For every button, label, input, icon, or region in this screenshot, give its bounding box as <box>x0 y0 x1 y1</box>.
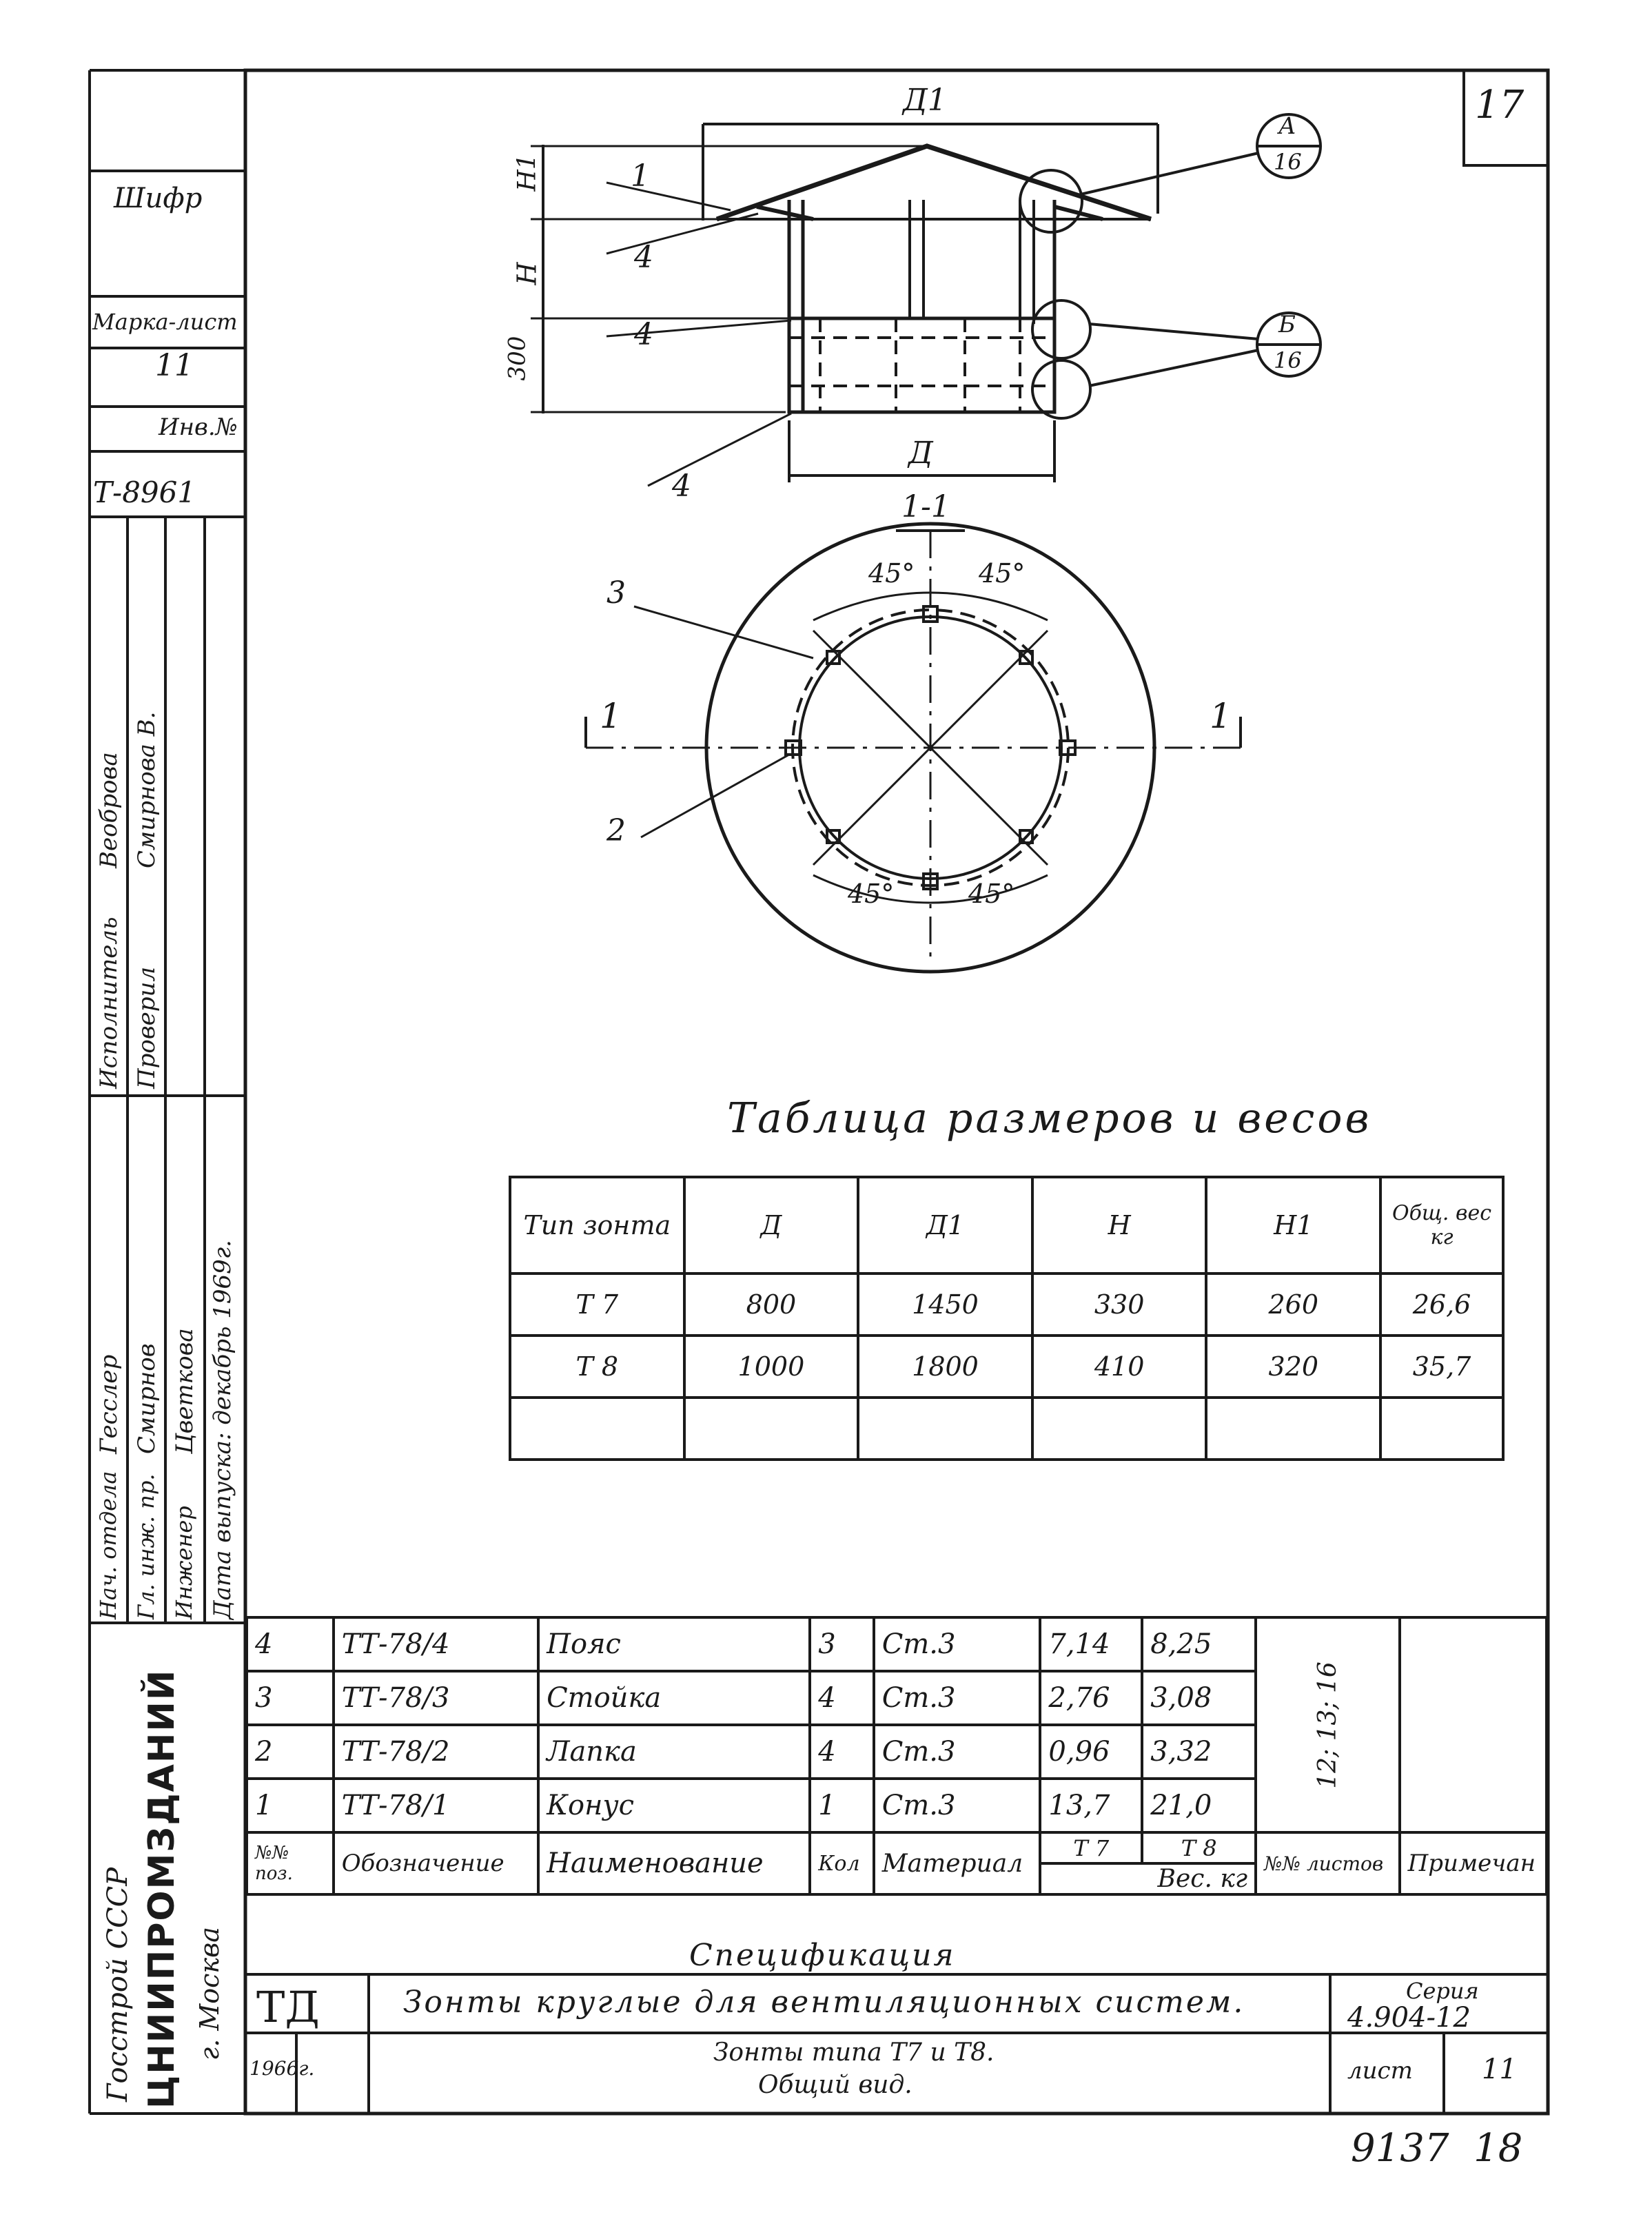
stamp-org-line1: Госстрой СССР <box>102 1867 134 2102</box>
spec-header-qty: Кол <box>810 1832 874 1894</box>
position-label-2: 2 <box>606 813 626 848</box>
section-mark-right: 1 <box>1210 696 1232 736</box>
spec-qty: 4 <box>810 1671 874 1725</box>
dims-cell: Т 8 <box>510 1336 684 1398</box>
stamp-date-line: Дата выпуска: декабрь 1969г. <box>209 1240 236 1619</box>
angle-label-bottom-left: 45° <box>848 879 895 909</box>
dims-table <box>509 1176 1505 1461</box>
stamp-role-head: Нач. отдела <box>95 1471 121 1619</box>
dims-header-h: Н <box>1032 1177 1207 1273</box>
title-block-series-value: 4.904-12 <box>1347 2002 1471 2034</box>
title-block-subtitle2: Общий вид. <box>758 2071 912 2099</box>
dims-header-weight: Общ. вес кг <box>1380 1177 1503 1273</box>
dims-header-h1: Н1 <box>1206 1177 1380 1273</box>
position-label-4c: 4 <box>672 469 691 504</box>
title-block-subtitle1: Зонты типа Т7 и Т8. <box>713 2038 995 2067</box>
angle-label-bottom-right: 45° <box>968 879 1015 909</box>
stamp-role-executor: Исполнитель <box>95 917 123 1089</box>
spec-sheets-ref: 12; 13; 16 <box>1313 1661 1342 1789</box>
spec-designation: ТТ-78/1 <box>334 1779 538 1832</box>
angle-label-top-left: 45° <box>868 558 915 589</box>
spec-designation: ТТ-78/2 <box>334 1725 538 1779</box>
spec-header-material: Материал <box>874 1832 1041 1894</box>
spec-weight-t8: 8,25 <box>1142 1617 1256 1671</box>
stamp-name-executor: Веоброва <box>95 752 123 868</box>
callout-b-bottom: 16 <box>1274 347 1302 374</box>
spec-weight-t8: 3,08 <box>1142 1671 1256 1725</box>
spec-header-t7: Т 7 <box>1040 1832 1142 1863</box>
spec-sheets <box>1256 1617 1400 1832</box>
title-block-sheet-label: лист <box>1347 2057 1413 2085</box>
footer-numbers: 9137 18 <box>1351 2126 1523 2171</box>
angle-label-top-right: 45° <box>979 558 1026 589</box>
dims-cell: 1000 <box>684 1336 859 1398</box>
stamp-name-chief: Смирнов <box>133 1343 161 1454</box>
stamp-inv-value: Т-8961 <box>93 475 196 509</box>
dims-table-title: Таблица размеров и весов <box>727 1094 1372 1143</box>
dims-cell: 260 <box>1206 1273 1380 1336</box>
spec-pos: 1 <box>247 1779 334 1832</box>
spec-weight-t7: 13,7 <box>1040 1779 1142 1832</box>
spec-weight-t7: 7,14 <box>1040 1617 1142 1671</box>
spec-material: Ст.3 <box>874 1779 1041 1832</box>
table-row <box>510 1336 1503 1398</box>
stamp-name-engineer: Цветкова <box>171 1328 198 1454</box>
spec-header-note: Примечан <box>1400 1832 1547 1894</box>
position-label-4a: 4 <box>634 240 653 275</box>
dims-cell <box>684 1398 859 1460</box>
table-row <box>510 1273 1503 1336</box>
dims-cell: 35,7 <box>1380 1336 1503 1398</box>
spec-material: Ст.3 <box>874 1617 1041 1671</box>
dims-cell <box>1380 1398 1503 1460</box>
section-mark-left: 1 <box>600 696 622 736</box>
dims-header-type: Тип зонта <box>510 1177 684 1273</box>
dim-h1-label: Н1 <box>513 154 542 192</box>
dim-d1-label: Д1 <box>903 83 947 118</box>
dims-cell: 26,6 <box>1380 1273 1503 1336</box>
dims-cell <box>510 1398 684 1460</box>
callout-a-bottom: 16 <box>1274 149 1302 175</box>
dims-cell: 320 <box>1206 1336 1380 1398</box>
stamp-inv-label: Инв.№ <box>159 413 238 441</box>
dim-300-label: 300 <box>503 336 531 381</box>
stamp-mark-label: Марка-лист <box>92 309 238 335</box>
title-block-logo: ТД <box>256 1982 320 2032</box>
title-block-series-label: Серия <box>1406 1978 1479 2004</box>
spec-name: Пояс <box>538 1617 810 1671</box>
stamp-role-engineer: Инженер <box>171 1506 197 1619</box>
spec-pos: 4 <box>247 1617 334 1671</box>
dims-cell: 330 <box>1032 1273 1207 1336</box>
stamp-name-checker: Смирнова В. <box>133 711 161 868</box>
stamp-role-chief: Гл. инж. пр. <box>133 1473 159 1619</box>
spec-header-row <box>247 1832 1547 1863</box>
spec-weight-t8: 21,0 <box>1142 1779 1256 1832</box>
table-row <box>247 1617 1547 1671</box>
spec-weight-t8: 3,32 <box>1142 1725 1256 1779</box>
stamp-role-checker: Проверил <box>133 966 161 1089</box>
position-label-3: 3 <box>606 575 626 611</box>
section-label: 1-1 <box>901 489 950 524</box>
dims-cell: Т 7 <box>510 1273 684 1336</box>
title-block-year: 1966г. <box>249 2057 315 2080</box>
title-block-title: Зонты круглые для вентиляционных систем. <box>403 1985 1245 2020</box>
spec-qty: 3 <box>810 1617 874 1671</box>
stamp-mark-value: 11 <box>155 348 194 383</box>
title-block-sheet-value: 11 <box>1482 2054 1517 2085</box>
spec-header-designation: Обозначение <box>334 1832 538 1894</box>
spec-header-pos: №№ поз. <box>247 1832 334 1894</box>
spec-pos: 2 <box>247 1725 334 1779</box>
spec-weight-t7: 2,76 <box>1040 1671 1142 1725</box>
callout-a-top: А <box>1278 112 1296 140</box>
spec-qty: 1 <box>810 1779 874 1832</box>
spec-header-name: Наименование <box>538 1832 810 1894</box>
table-row <box>510 1398 1503 1460</box>
spec-header-sheets: №№ листов <box>1256 1832 1400 1894</box>
position-label-1: 1 <box>631 158 650 194</box>
dims-header-d1: Д1 <box>858 1177 1032 1273</box>
dim-d-label: Д <box>908 436 933 471</box>
spec-designation: ТТ-78/3 <box>334 1671 538 1725</box>
dims-cell <box>858 1398 1032 1460</box>
dims-cell <box>1206 1398 1380 1460</box>
spec-pos: 3 <box>247 1671 334 1725</box>
spec-material: Ст.3 <box>874 1671 1041 1725</box>
dims-cell: 800 <box>684 1273 859 1336</box>
spec-name: Стойка <box>538 1671 810 1725</box>
spec-name: Конус <box>538 1779 810 1832</box>
stamp-cipher-label: Шифр <box>114 183 203 214</box>
dims-cell: 1800 <box>858 1336 1032 1398</box>
position-label-4b: 4 <box>634 317 653 352</box>
spec-header-weight: Вес. кг <box>1040 1863 1256 1894</box>
dim-h-label: Н <box>511 262 542 285</box>
spec-header-t8: Т 8 <box>1142 1832 1256 1863</box>
spec-caption: Спецификация <box>689 1938 956 1973</box>
sheet-corner-number: 17 <box>1475 83 1524 127</box>
dims-cell: 410 <box>1032 1336 1207 1398</box>
stamp-org-line3: г. Москва <box>194 1927 225 2060</box>
spec-weight-t7: 0,96 <box>1040 1725 1142 1779</box>
spec-note <box>1400 1617 1547 1832</box>
spec-name: Лапка <box>538 1725 810 1779</box>
dims-cell: 1450 <box>858 1273 1032 1336</box>
spec-designation: ТТ-78/4 <box>334 1617 538 1671</box>
callout-b-top: Б <box>1278 311 1296 338</box>
stamp-name-head: Гесслер <box>95 1354 123 1454</box>
dims-cell <box>1032 1398 1207 1460</box>
stamp-org-line2: ЦНИИПРОМЗДАНИЙ <box>141 1668 183 2109</box>
spec-table <box>245 1616 1548 1896</box>
spec-material: Ст.3 <box>874 1725 1041 1779</box>
spec-qty: 4 <box>810 1725 874 1779</box>
dims-header-d: Д <box>684 1177 859 1273</box>
